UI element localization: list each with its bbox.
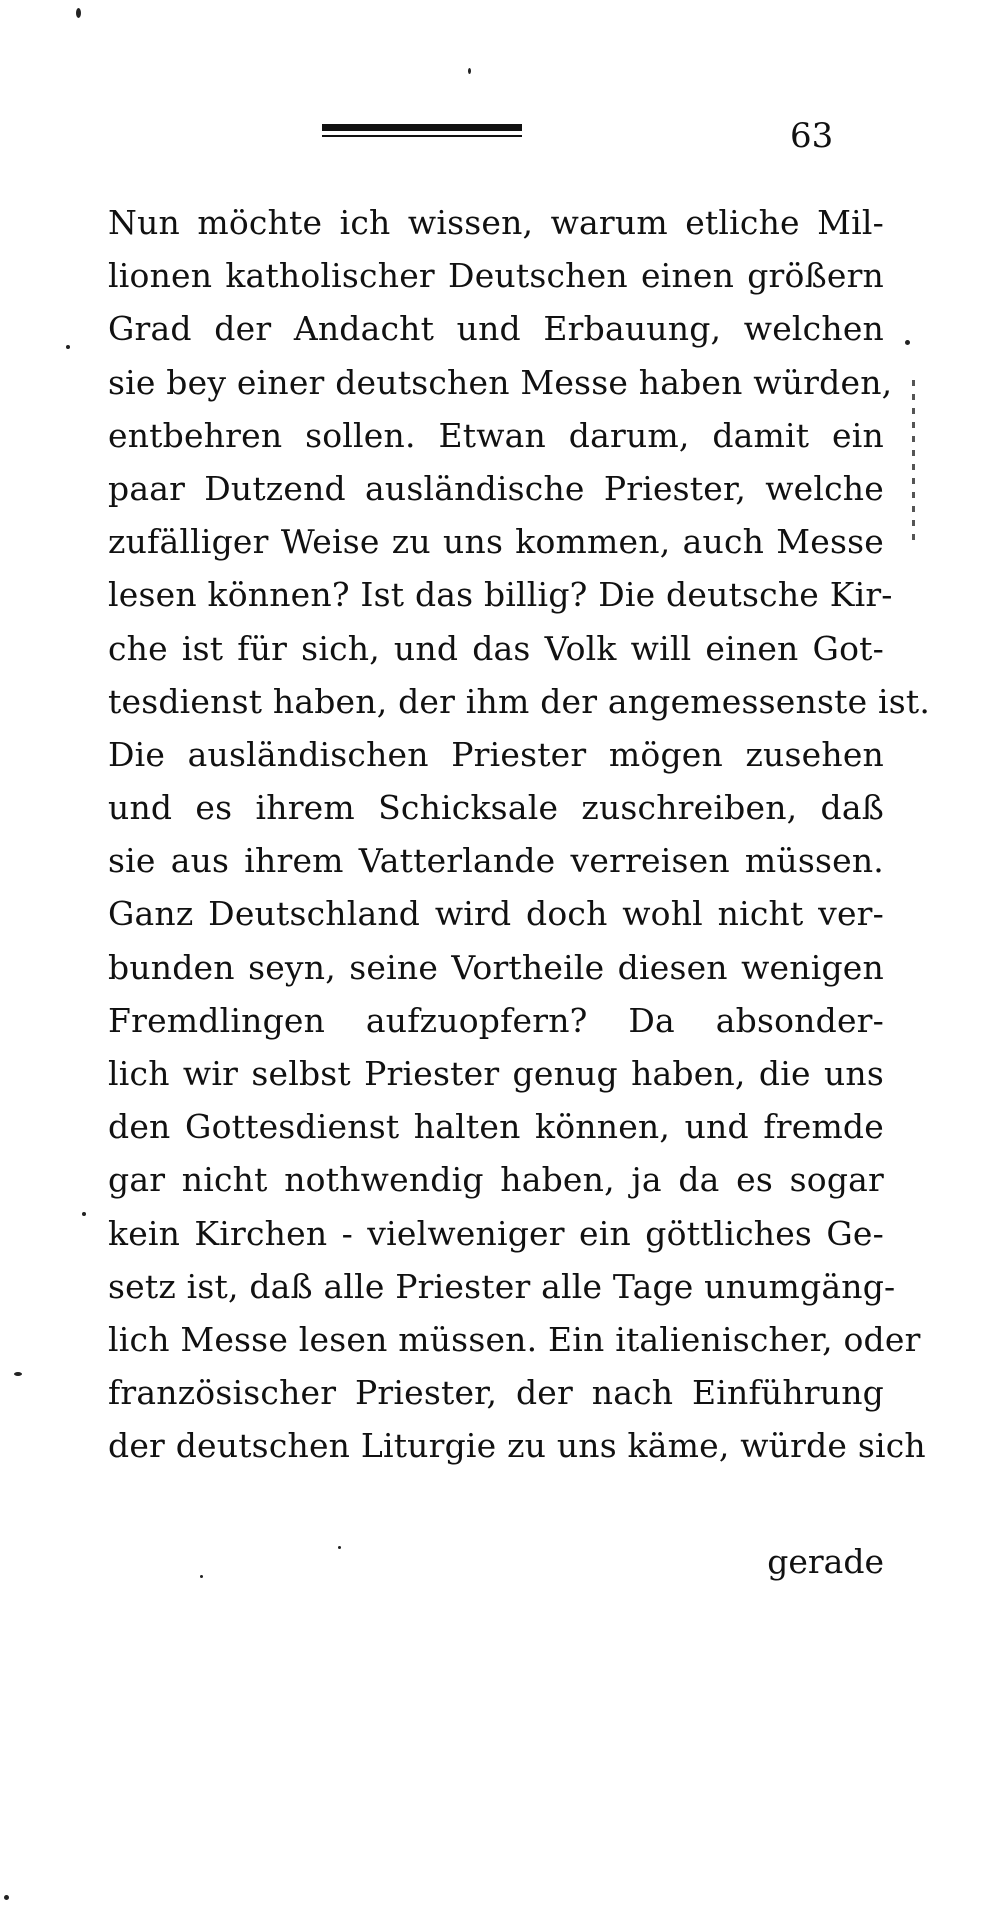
text-line: kein Kirchen - vielweniger ein göttliches Ge- bbox=[108, 1213, 884, 1253]
text-line: lich wir selbst Priester genug haben, die uns bbox=[108, 1054, 884, 1093]
text-line: gar nicht nothwendig haben, ja da es sogar bbox=[108, 1160, 884, 1200]
text-line: paar Dutzend ausländische Priester, welche bbox=[108, 468, 884, 508]
header-rule-thick bbox=[322, 124, 522, 131]
text-line: Fremdlingen aufzuopfern? Da absonder- bbox=[108, 1000, 884, 1040]
page-number: 63 bbox=[790, 116, 834, 156]
scan-speck bbox=[82, 1212, 86, 1216]
text-line: französischer Priester, der nach Einführung bbox=[108, 1373, 884, 1413]
header-rule bbox=[322, 124, 522, 138]
scan-speck bbox=[76, 8, 81, 18]
text-line: Die ausländischen Priester mögen zusehen bbox=[108, 734, 884, 774]
scan-speck bbox=[338, 1546, 341, 1549]
text-line: sie bey einer deutschen Messe haben würden, bbox=[108, 362, 893, 402]
text-line: lich Messe lesen müssen. Ein italienischer, oder bbox=[108, 1319, 921, 1359]
text-line: der deutschen Liturgie zu uns käme, würde sich bbox=[108, 1426, 926, 1466]
scan-speck bbox=[200, 1575, 203, 1578]
scan-speck bbox=[4, 1895, 9, 1900]
scan-speck bbox=[14, 1372, 22, 1376]
text-line: che ist für sich, und das Volk will einen Got- bbox=[108, 628, 884, 668]
text-line: Nun möchte ich wissen, warum etliche Mil- bbox=[108, 203, 884, 242]
text-line: den Gottesdienst halten können, und fremde bbox=[108, 1107, 884, 1147]
header-rule-thin bbox=[322, 135, 522, 137]
body-text bbox=[108, 196, 931, 1473]
scan-speck bbox=[468, 68, 471, 74]
text-line: zufälliger Weise zu uns kommen, auch Messe bbox=[108, 522, 884, 562]
scan-speck bbox=[66, 345, 70, 349]
text-line: bunden seyn, seine Vortheile diesen wenigen bbox=[108, 947, 884, 987]
scan-speck bbox=[905, 340, 910, 345]
text-line: setz ist, daß alle Priester alle Tage unumgäng- bbox=[108, 1266, 896, 1306]
catchword: gerade bbox=[767, 1542, 884, 1581]
text-line: Ganz Deutschland wird doch wohl nicht ver- bbox=[108, 894, 884, 934]
margin-dash-artifact bbox=[912, 380, 915, 540]
text-line: sie aus ihrem Vatterlande verreisen müssen. bbox=[108, 841, 884, 881]
text-line: lionen katholischer Deutschen einen größern bbox=[108, 256, 884, 296]
text-line: entbehren sollen. Etwan darum, damit ein bbox=[108, 415, 884, 455]
text-line: Grad der Andacht und Erbauung, welchen bbox=[108, 309, 884, 349]
text-line: und es ihrem Schicksale zuschreiben, daß bbox=[108, 788, 884, 828]
text-line: tesdienst haben, der ihm der angemessenste ist. bbox=[108, 681, 931, 721]
text-line: lesen können? Ist das billig? Die deutsche Kir- bbox=[108, 575, 893, 615]
